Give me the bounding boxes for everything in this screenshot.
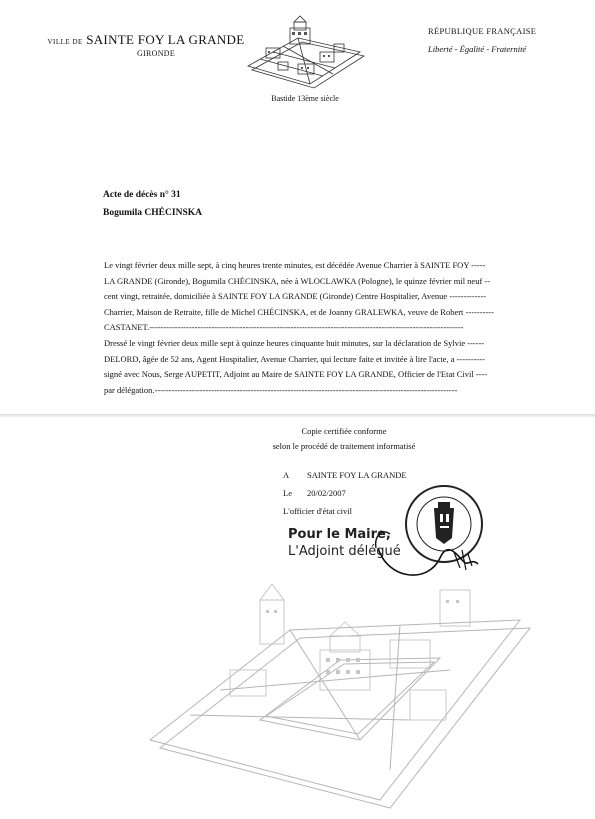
deceased-name: Bogumila CHÉCINSKA	[103, 208, 202, 218]
certification-note	[244, 424, 444, 454]
department: GIRONDE	[136, 49, 176, 58]
certification-line-2: selon le procédé de traitement informatisé	[272, 441, 416, 451]
logo-caption: Bastide 13ème siècle	[271, 94, 339, 103]
act-number: Acte de décès n° 31	[103, 190, 181, 200]
date-label: Le	[283, 488, 292, 498]
date-value: 20/02/2007	[307, 488, 346, 498]
body-line: LA GRANDE (Gironde), Bogumila CHÉCINSKA, née à WLOCLAWKA (Pologne), le quinze février mil neuf --	[104, 275, 491, 286]
body-line: par délégation.-----------------------------------------------------------------------------------------------------------	[104, 384, 458, 395]
deputy-line: L'Adjoint délégué	[288, 544, 401, 559]
city-name: SAINTE FOY LA GRANDE	[86, 32, 245, 47]
bastide-logo	[238, 8, 368, 90]
republic-motto: Liberté - Égalité - Fraternité	[428, 44, 527, 54]
city-prefix: VILLE DE	[47, 38, 83, 46]
bastide-watermark	[140, 570, 540, 810]
act-heading	[103, 186, 202, 222]
republic-header	[428, 22, 568, 58]
body-line: Charrier, Maison de Retraite, fille de Michel CHÉCINSKA, et de Joanny GRALEWKA, veuve de Robert ----------	[104, 306, 494, 317]
act-body	[104, 258, 556, 398]
body-line: DELORD, âgée de 52 ans, Agent Hospitalier, Avenue Charrier, qui lecture faite et invitée à lire l'acte, a ----------	[104, 353, 485, 364]
place-label: A	[283, 470, 290, 480]
body-line: Dressé le vingt février deux mille sept à quinze heures cinquante huit minutes, sur la déclaration de Sylvie ------	[104, 337, 485, 348]
body-line: Le vingt février deux mille sept, à cinq heures trente minutes, est décédée Avenue Charrier à SAINTE FOY -----	[104, 260, 486, 270]
paper-fold-line	[0, 414, 595, 417]
republic-label: RÉPUBLIQUE FRANÇAISE	[428, 26, 537, 36]
body-line: CASTANET.---------------------------------------------------------------------------------------------------------------	[104, 322, 464, 333]
certification-line-1: Copie certifiée conforme	[301, 426, 387, 436]
mayor-line: Pour le Maire,	[288, 527, 391, 542]
city-header	[46, 32, 246, 58]
body-line: signé avec Nous, Serge AUPETIT, Adjoint au Maire de SAINTE FOY LA GRANDE, Officier de l'Etat Civil ----	[104, 369, 488, 380]
place-value: SAINTE FOY LA GRANDE	[307, 470, 407, 480]
body-line: cent vingt, retraitée, domiciliée à SAINTE FOY LA GRANDE (Gironde) Centre Hospitalier, Avenue -------------	[104, 291, 487, 302]
officer-label: L'officier d'état civil	[283, 506, 352, 516]
